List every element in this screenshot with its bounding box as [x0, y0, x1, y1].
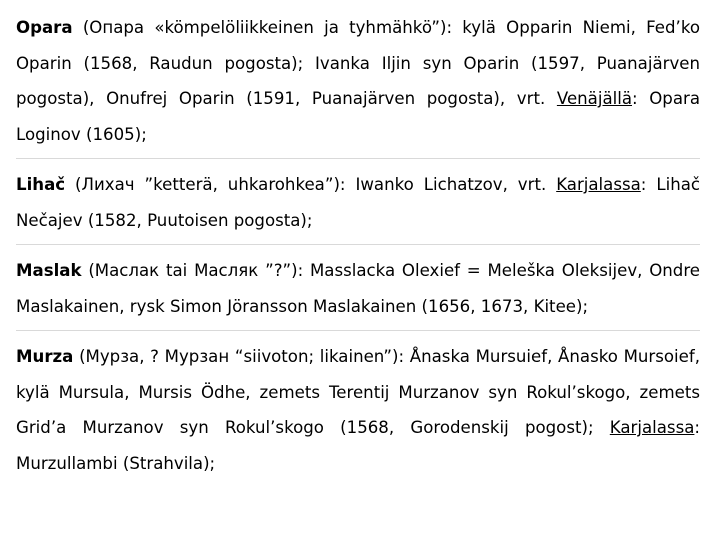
entry-headword: Maslak	[16, 261, 82, 280]
entry-murza	[16, 330, 700, 481]
entry-text: : Murzullambi (Strahvila);	[16, 418, 700, 473]
entry-headword: Opara	[16, 18, 73, 37]
entry-text: : Lihač Nečajev (1582, Puutoisen pogosta);	[16, 175, 701, 230]
entry-opara	[16, 10, 700, 152]
entry-lihac	[16, 158, 700, 238]
entry-text: (Мурза, ? Мурзан “siivoton; likainen”): Ånaska Mursuief, Ånasko Mursoief, kylä Mursula, Mursis Ödhe, zemets Terentij Murzanov syn Rokul’skogo, zemets Grid’a Murzanov syn Rokul’skogo (1568, Gorodenskij pogost);	[16, 347, 700, 437]
entry-text: (Маслак tai Масляк ”?”): Masslacka Olexief = Meleška Oleksijev, Ondre Maslakainen, rysk Simon Jöransson Maslakainen (1656, 1673, Kitee);	[16, 261, 700, 316]
entry-headword: Murza	[16, 347, 74, 366]
entry-text: (Лихач ”ketterä, uhkarohkea”): Iwanko Lichatzov, vrt.	[65, 175, 557, 194]
entry-maslak	[16, 244, 700, 324]
entry-headword: Lihač	[16, 175, 66, 194]
document-page	[16, 10, 700, 481]
entry-text: : Opara Loginov (1605);	[16, 89, 700, 144]
entry-link[interactable]: Venäjällä	[556, 89, 633, 108]
entry-link[interactable]: Karjalassa	[556, 175, 641, 194]
entry-link[interactable]: Karjalassa	[609, 418, 695, 437]
entry-text: (Опара «kömpelöliikkeinen ja tyhmähkö”): kylä Opparin Niemi, Fed’ko Oparin (1568, Raudun pogosta); Ivanka Iljin syn Oparin (1597, Puanajärven pogosta), Onufrej Oparin (1591, Puanajärven pogosta), vrt.	[16, 18, 700, 108]
